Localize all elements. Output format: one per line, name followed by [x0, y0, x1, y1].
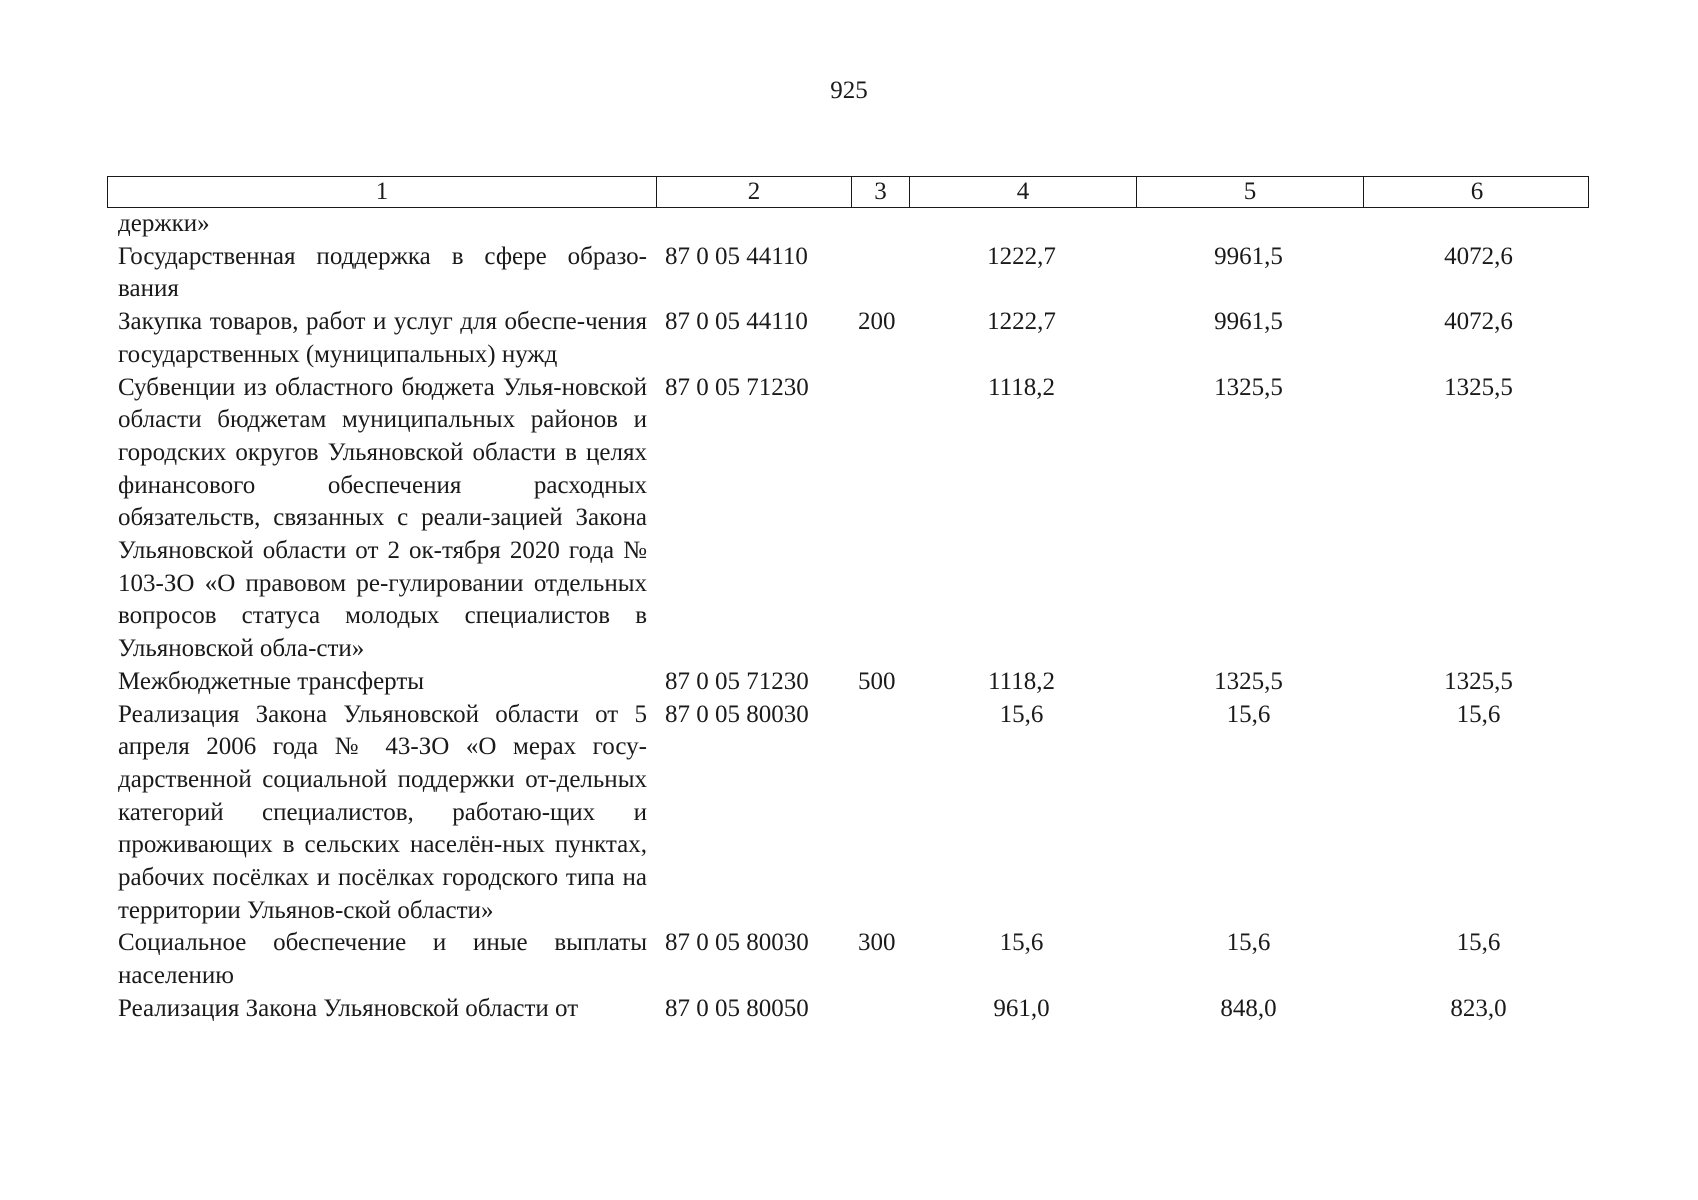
row-name: Закупка товаров, работ и услуг для обеспе-чения государственных (муниципальных) нужд: [118, 308, 647, 368]
row-code: 87 0 05 44110: [665, 308, 808, 336]
row-value-col6: 4072,6: [1444, 308, 1513, 336]
row-value-col6: 4072,6: [1444, 242, 1513, 270]
column-header-6: 6: [1363, 177, 1590, 207]
row-name: Межбюджетные трансферты: [118, 667, 425, 695]
column-header-1: 1: [375, 178, 389, 205]
row-name: Государственная поддержка в сфере образо-вания: [118, 242, 647, 303]
row-code: [655, 208, 850, 241]
row-value-col5: 15,6: [1226, 700, 1271, 728]
row-expense-type: [850, 372, 908, 666]
table-row: [107, 993, 1589, 1026]
row-name: держки»: [118, 210, 210, 237]
row-expense-type: [850, 208, 908, 241]
row-value-col6: 1325,5: [1444, 667, 1513, 695]
row-code: 87 0 05 80030: [665, 929, 809, 957]
table-row: [107, 927, 1589, 992]
row-value-col4: 1222,7: [987, 308, 1056, 336]
row-value-col6: 823,0: [1450, 994, 1507, 1022]
row-expense-type: 500: [858, 667, 896, 695]
table-row: [107, 372, 1589, 666]
row-name: Социальное обеспечение и иные выплаты населению: [118, 929, 647, 990]
row-value-col5: 9961,5: [1214, 242, 1283, 270]
table-row: [107, 699, 1589, 928]
row-code: 87 0 05 80030: [665, 700, 809, 728]
table-row: [107, 208, 1589, 241]
row-value-col4: 961,0: [993, 994, 1050, 1022]
row-name: Реализация Закона Ульяновской области от: [118, 994, 579, 1022]
row-value-col4: 15,6: [999, 700, 1044, 728]
row-value-col6: 15,6: [1456, 929, 1501, 957]
row-value-col5: 15,6: [1226, 929, 1271, 957]
column-header-4: 4: [909, 177, 1136, 207]
budget-table: [107, 176, 1589, 1026]
row-value-col4: 1222,7: [987, 242, 1056, 270]
row-value-col4: [908, 208, 1135, 241]
row-value-col5: 848,0: [1220, 994, 1277, 1022]
row-value-col5: 9961,5: [1214, 308, 1283, 336]
row-value-col4: 1118,2: [988, 667, 1055, 695]
row-expense-type: 200: [858, 308, 896, 336]
row-value-col4: 15,6: [999, 929, 1044, 957]
row-value-col5: 1325,5: [1214, 667, 1283, 695]
column-header-2: 2: [656, 177, 851, 207]
row-expense-type: [850, 993, 908, 1026]
table-header-row: [107, 176, 1589, 208]
table-row: [107, 666, 1589, 699]
row-code: 87 0 05 44110: [665, 242, 808, 270]
page-number: 925: [830, 77, 868, 104]
row-value-col5: [1135, 208, 1362, 241]
row-value-col6: 1325,5: [1444, 373, 1513, 401]
row-expense-type: [850, 241, 908, 306]
row-name: Реализация Закона Ульяновской области от 5 апреля 2006 года № 43-ЗО «О мерах госу-дарственной социальной поддержки от-дельных категорий специалистов, работаю-щих и проживающих в сельских населён-ных пунктах, рабочих посёлках и посёлках городского типа на территории Ульянов-ской области»: [118, 700, 647, 924]
row-value-col6: [1362, 208, 1589, 241]
column-header-5: 5: [1136, 177, 1363, 207]
row-code: 87 0 05 71230: [665, 667, 809, 695]
row-expense-type: 300: [858, 929, 896, 957]
row-code: 87 0 05 71230: [665, 373, 809, 401]
row-code: 87 0 05 80050: [665, 994, 809, 1022]
table-row: [107, 241, 1589, 306]
row-value-col5: 1325,5: [1214, 373, 1283, 401]
row-name: Субвенции из областного бюджета Улья-новской области бюджетам муниципальных районов и городских округов Ульяновской области в целях финансового обеспечения расходных обязательств, связанных с реали-зацией Закона Ульяновской области от 2 ок-тября 2020 года № 103-ЗО «О правовом ре-гулировании отдельных вопросов статуса молодых специалистов в Ульяновской обла-сти»: [118, 373, 647, 663]
table-row: [107, 306, 1589, 371]
row-value-col4: 1118,2: [988, 373, 1055, 401]
row-value-col6: 15,6: [1456, 700, 1501, 728]
column-header-3: 3: [851, 177, 909, 207]
row-expense-type: [850, 699, 908, 928]
